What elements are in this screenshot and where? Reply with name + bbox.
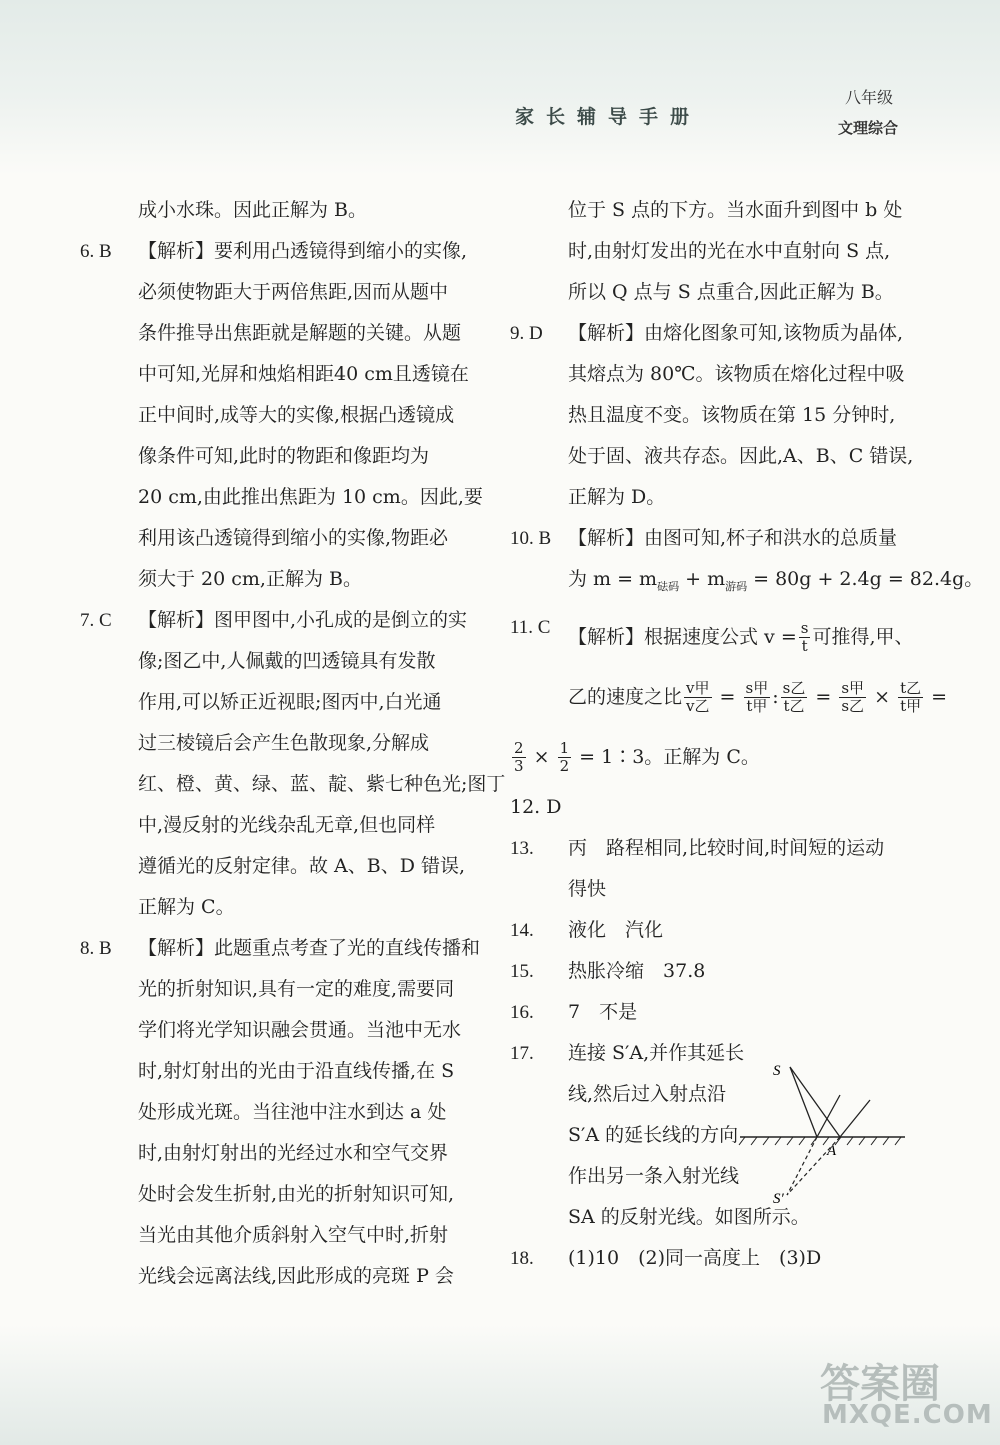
reflected-ray-1 [817,1095,840,1137]
answer-number: 6. B [80,241,112,262]
label-s: S [773,1063,781,1079]
watermark-url: MXQE.COM [822,1400,993,1430]
answer-number: 9. D [510,323,543,344]
answer-number: 10. B [510,528,552,549]
label-s-prime: S′ [773,1191,784,1205]
subject-label: 文理综合 [838,119,899,137]
incident-ray-1 [790,1067,817,1137]
answer-18: 18. (1)10 (2)同一高度上 (3)D [510,1246,822,1269]
speed-ratio: 乙的速度之比 $\frac{\text{v甲}}{\text{v乙}}$ = $\frac{\text{s甲}}{\text{t甲}}$ : $\frac{\text{s乙}}{\text{t乙}}$ = $\frac{\text{s甲}}{\text{s乙}}$ × $\frac{\text{t乙}}{\text{t甲}}$ = [568,679,948,716]
continuation-text: 成小水珠。因此正解为 B。 [138,199,368,221]
answer-number: 7. C [80,610,112,631]
mirror-hatching [739,1137,901,1145]
answer-15: 15. 热胀冷缩 37.8 [510,959,706,982]
watermark-logo: 答案圈 [820,1361,940,1407]
speed-formula: 【解析】根据速度公式 v = $\frac{s}{t}$ 可推得,甲、 [568,619,914,656]
label-a: A [827,1143,837,1159]
answer-8: 8. B 【解析】此题重点考查了光的直线传播和 光的折射知识,具有一定的难度,需要同 学们将光学知识融会贯通。当池中无水 时,射灯射出的光由于沿直线传播,在 S 处形成光斑。当往池中注水到达 a 处 时,由射灯射出的光经过水和空气交界 处时会发生折射,由光的折射知识可知, 当光由其他介质斜射入空气中时,折射 光线会远离法线,因此形成的亮斑 P 会 [80,928,480,1297]
answer-10: 10. B 【解析】由图可知,杯子和洪水的总质量 为 $m = m_{砝码} + m_{游码} = 80g + 2.4g = 82.4g$。 [510,518,910,607]
answer-12: 12. D [510,795,562,818]
left-column [80,190,506,1297]
answer-11 [510,607,948,787]
extension-line [787,1137,817,1195]
grade-label: 八年级 [845,88,894,107]
ratio-result: $\frac{2}{3}$ × $\frac{1}{2}$ = 1∶3。正解为 C。 [514,739,760,776]
answer-number: 8. B [80,938,112,959]
answer-number: 11. C [510,616,551,638]
answer-9: 9. D 【解析】由熔化图象可知,该物质为晶体, 其熔点为 80℃。该物质在熔化过程中吸 热且温度不变。该物质在第 15 分钟时, 处于固、液共存态。因此,A、B、C 错误, 正解为 D。 [510,313,910,518]
book-title: 家长辅导手册 [515,106,702,128]
answer-17: 17. 连接 S′A,并作其延长 线,然后过入射点沿 S′A 的延长线的方向 作出另一条入射光线 SA 的反射光线。如图所示。 [510,1041,810,1228]
continuation-text: 位于 S 点的下方。当水面升到图中 b 处 时,由射灯发出的光在水中直射向 S 点, 所以 Q 点与 S 点重合,因此正解为 B。 [568,199,903,303]
reflection-diagram [735,1055,910,1205]
reflected-ray-2 [840,1100,870,1137]
answer-7: 7. C 【解析】图甲图中,小孔成的是倒立的实 像;图乙中,人佩戴的凹透镜具有发散 作用,可以矫正近视眼;图丙中,白光通 过三棱镜后会产生色散现象,分解成 红、橙、黄、绿、蓝、靛、紫七种色光;图丁 中,漫反射的光线杂乱无章,但也同样 遵循光的反射定律。故 A、B、D 错误, 正解为 C。 [80,600,480,928]
answer-14: 14. 液化 汽化 [510,918,664,941]
answer-13: 13. 丙 路程相同,比较时间,时间短的运动 得快 [510,836,885,900]
mass-formula: 为 $m = m_{砝码} + m_{游码} = 80g + 2.4g = 82.4g$。 [568,568,984,593]
incident-ray-2 [790,1067,840,1137]
answer-16: 16. 7 不是 [510,1000,638,1023]
answer-6: 6. B 【解析】要利用凸透镜得到缩小的实像, 必须使物距大于两倍焦距,因而从题中 条件推导出焦距就是解题的关键。从题 中可知,光屏和烛焰相距40 cm且透镜在 正中间时,成等大的实像,根据凸透镜成 像条件可知,此时的物距和像距均为 20 cm,由此推出焦距为 10 cm。因此,要 利用该凸透镜得到缩小的实像,物距必 须大于 20 cm,正解为 B。 [80,231,480,600]
